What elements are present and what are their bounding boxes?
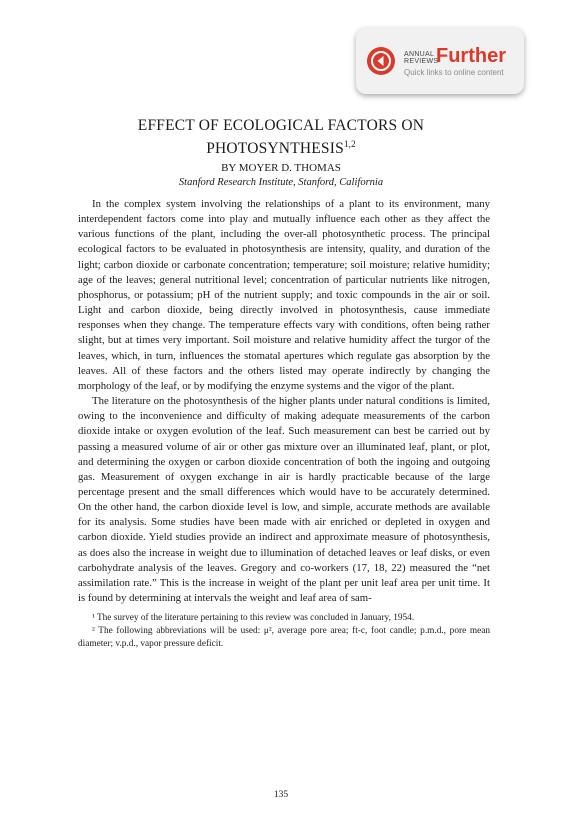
- title-line-2-text: PHOTOSYNTHESIS: [206, 140, 344, 158]
- further-label: Further: [436, 44, 506, 67]
- badge-subtitle: Quick links to online content: [404, 67, 504, 77]
- title-footnote-marker: 1,2: [343, 139, 356, 149]
- paragraph-2: The literature on the photosynthesis of the higher plants under natural conditions is limited, owing to the inconvenience and difficulty of making adequate measurements of the carbon dioxide intake or oxygen evolution of the leaf. Such measurement can best be carried out by passing a measured volume of air or other gas mixture over an illuminated leaf, plant, or plot, and determining the oxygen or carbon dioxide concentration of both the ingoing and outgoing gas. Measurement of oxygen exchange in air is hardly practicable because of the large percentage present and the small differences which would have to be accurately determined. On the other hand, the carbon dioxide level is low, and simple, accurate methods are available for its analysis. Some studies have been made with air enriched or depleted in oxygen and carbon dioxide. Yield studies provide an indirect and approximate measure of photosynthesis, as does also the increase in weight due to illumination of detached leaves or leaf disks, or even carbohydrate analysis of the leaves. Gregory and co-workers (17, 18, 22) measured the “net assimilation rate.” This is the increase in weight of the plant per unit leaf area per unit time. It is found by determining at intervals the weight and leaf area of sam-: [78, 395, 490, 605]
- footnote-2: ² The following abbreviations will be used: μ², average pore area; ft-c, foot candle; p.m.d., pore mean diameter; v.p.d., vapor pressure deficit.: [78, 625, 490, 649]
- author-affiliation: Stanford Research Institute, Stanford, California: [178, 177, 384, 188]
- annual-reviews-label: ANNUAL REVIEWS: [404, 50, 439, 66]
- page-number: 135: [273, 790, 289, 800]
- footnotes: [78, 612, 490, 650]
- title-line-1: EFFECT OF ECOLOGICAL FACTORS ON: [137, 117, 425, 134]
- paragraph-1: In the complex system involving the relationships of a plant to its environment, many interdependent factors come into play and mutually influence each other as they affect the various functions of the plant, including the over-all photosynthetic process. The principal ecological factors to be evaluated in photosynthesis are intensity, quality, and duration of the light; carbon dioxide or carbonate concentration; temperature; soil moisture; relative humidity; age of the leaves; general nutritional level; concentration of particular nutrients like nitrogen, phosphorus, or potassium; pH of the nutrient supply; and toxic compounds in the air or soil. Light and carbon dioxide, being directly involved in photosynthesis, cause immediate responses when they change. The temperature effects vary with conditions, often being rather slight, but at times very important. Soil moisture and relative humidity affect the turgor of the leaves, which, in turn, influences the stomatal apertures which regulate gas absorption by the leaves. All of these factors and the others listed may operate indirectly by changing the morphology of the leaf, or by modifying the enzyme systems and the vigor of the plant.: [78, 198, 490, 392]
- footnote-1: ¹ The survey of the literature pertaining to this review was concluded in January, 1954.: [92, 613, 415, 623]
- badge-text: [404, 46, 506, 77]
- title-line-2: [0, 135, 562, 158]
- article-title: [0, 117, 562, 158]
- further-badge[interactable]: [356, 28, 524, 94]
- play-arrow-icon: [366, 46, 396, 76]
- author-name: BY MOYER D. THOMAS: [221, 162, 341, 174]
- article-body: [78, 197, 490, 606]
